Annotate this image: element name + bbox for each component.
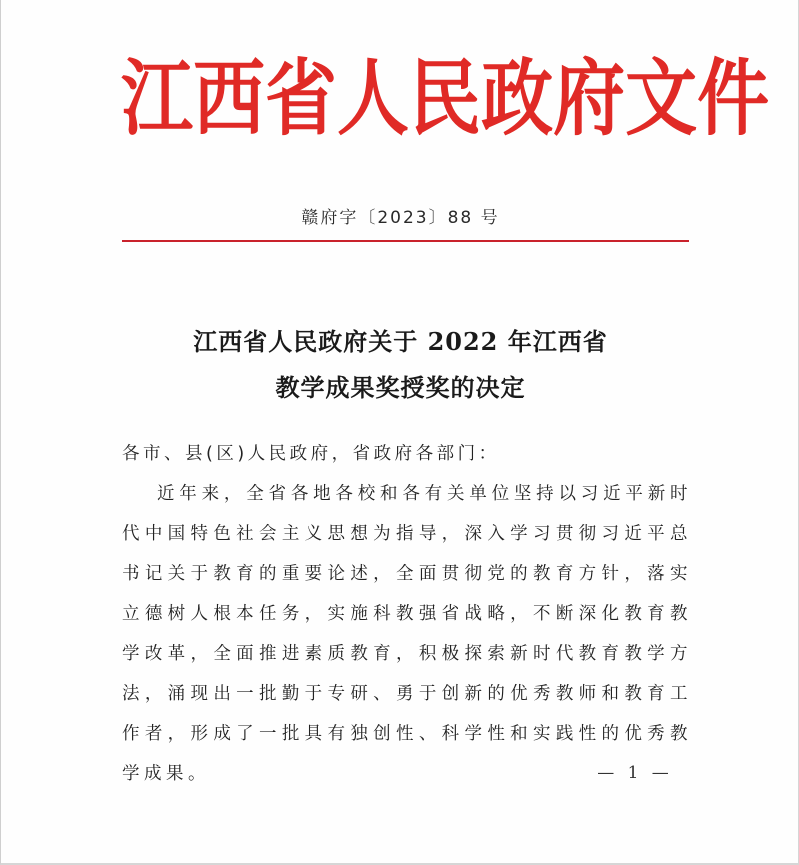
- document-title-line-1: 江西省人民政府关于 2022 年江西省: [193, 327, 608, 356]
- body-paragraph: [122, 474, 692, 794]
- masthead-char: 政: [481, 48, 554, 147]
- masthead-char: 文: [625, 48, 698, 147]
- document-title-line-2: 教学成果奖授奖的决定: [275, 373, 526, 402]
- masthead-char: 件: [697, 48, 770, 147]
- masthead-title: [121, 41, 770, 156]
- masthead-char: 民: [409, 48, 482, 147]
- salutation: 各市、县(区)人民政府，省政府各部门：: [122, 444, 500, 464]
- document-number: 赣府字〔2023〕88 号: [301, 208, 500, 228]
- paragraph-text: 近年来，全省各地各校和各有关单位坚持以习近平新时代中国特色社会主义思想为指导，深入学习贯彻习近平总书记关于教育的重要论述，全面贯彻党的教育方针，落实立德树人根本任务，实施科教强省战略，不断深化教育教学改革，全面推进素质教育，积极探索新时代教育教学方法，涌现出一批勤于专研、勇于创新的优秀教师和教育工作者，形成了一批具有独创性、科学性和实践性的优秀教学成果。: [122, 484, 692, 784]
- page-number: — 1 —: [597, 763, 673, 783]
- masthead-char: 府: [553, 48, 626, 147]
- masthead-char: 人: [337, 48, 410, 147]
- masthead-char: 西: [193, 48, 266, 147]
- masthead-char: 省: [265, 48, 338, 147]
- masthead-char: 江: [121, 48, 194, 147]
- red-divider: [122, 240, 689, 242]
